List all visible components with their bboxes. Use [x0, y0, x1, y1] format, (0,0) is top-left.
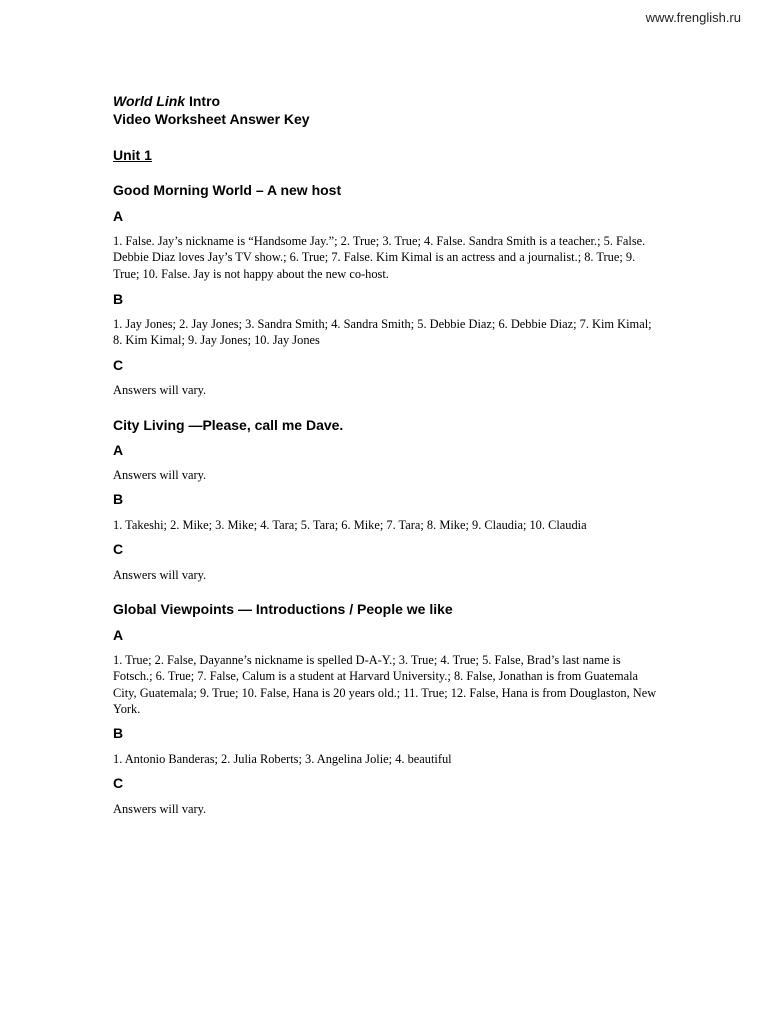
part-label: A — [113, 627, 124, 643]
subtitle: Video Worksheet Answer Key — [113, 111, 310, 127]
answer-text: Answers will vary. — [113, 568, 207, 582]
document-title — [113, 92, 310, 128]
unit-heading: Unit 1 — [113, 147, 152, 163]
answer-text: 1. Takeshi; 2. Mike; 3. Mike; 4. Tara; 5. Tara; 6. Mike; 7. Tara; 8. Mike; 9. Claudia; 10. Claudia — [113, 518, 587, 532]
answer-text: Answers will vary. — [113, 383, 207, 397]
answer-text: 1. Antonio Banderas; 2. Julia Roberts; 3. Angelina Jolie; 4. beautiful — [113, 752, 452, 766]
part-label: B — [113, 291, 124, 307]
section-title: City Living —Please, call me Dave. — [113, 417, 344, 433]
section-title: Global Viewpoints — Introductions / People we like — [113, 601, 453, 617]
part-label: C — [113, 775, 124, 791]
answer-text: Answers will vary. — [113, 802, 207, 816]
part-label: B — [113, 491, 124, 507]
answer-text: 1. False. Jay’s nickname is “Handsome Jay.”; 2. True; 3. True; 4. False. Sandra Smith is a teacher.; 5. False. Debbie Diaz loves Jay’s TV show.; 6. True; 7. False. Kim Kimal is an actress and a journalist.; 8. True; 9. True; 10. False. Jay is not happy about the new co-host. — [113, 234, 646, 281]
title-line — [113, 92, 310, 110]
section-title: Good Morning World – A new host — [113, 182, 342, 198]
title-italic: World Link — [113, 93, 186, 109]
answer-text: 1. Jay Jones; 2. Jay Jones; 3. Sandra Smith; 4. Sandra Smith; 5. Debbie Diaz; 6. Debbie Diaz; 7. Kim Kimal; 8. Kim Kimal; 9. Jay Jones; 10. Jay Jones — [113, 317, 652, 348]
title-rest: Intro — [185, 93, 221, 109]
part-label: A — [113, 208, 124, 224]
part-label: B — [113, 725, 124, 741]
part-label: A — [113, 442, 124, 458]
watermark: www.frenglish.ru — [645, 10, 741, 25]
answer-text: 1. True; 2. False, Dayanne’s nickname is spelled D-A-Y.; 3. True; 4. True; 5. False, Brad’s last name is Fotsch.; 6. True; 7. False, Calum is a student at Harvard University.; 8. False, Jonathan is from Guatemala City, Guatemala; 9. True; 10. False, Hana is 20 years old.; 11. True; 12. False, Hana is from Douglaston, New York. — [113, 653, 657, 716]
part-label: C — [113, 541, 124, 557]
answer-text: Answers will vary. — [113, 468, 207, 482]
part-label: C — [113, 357, 124, 373]
